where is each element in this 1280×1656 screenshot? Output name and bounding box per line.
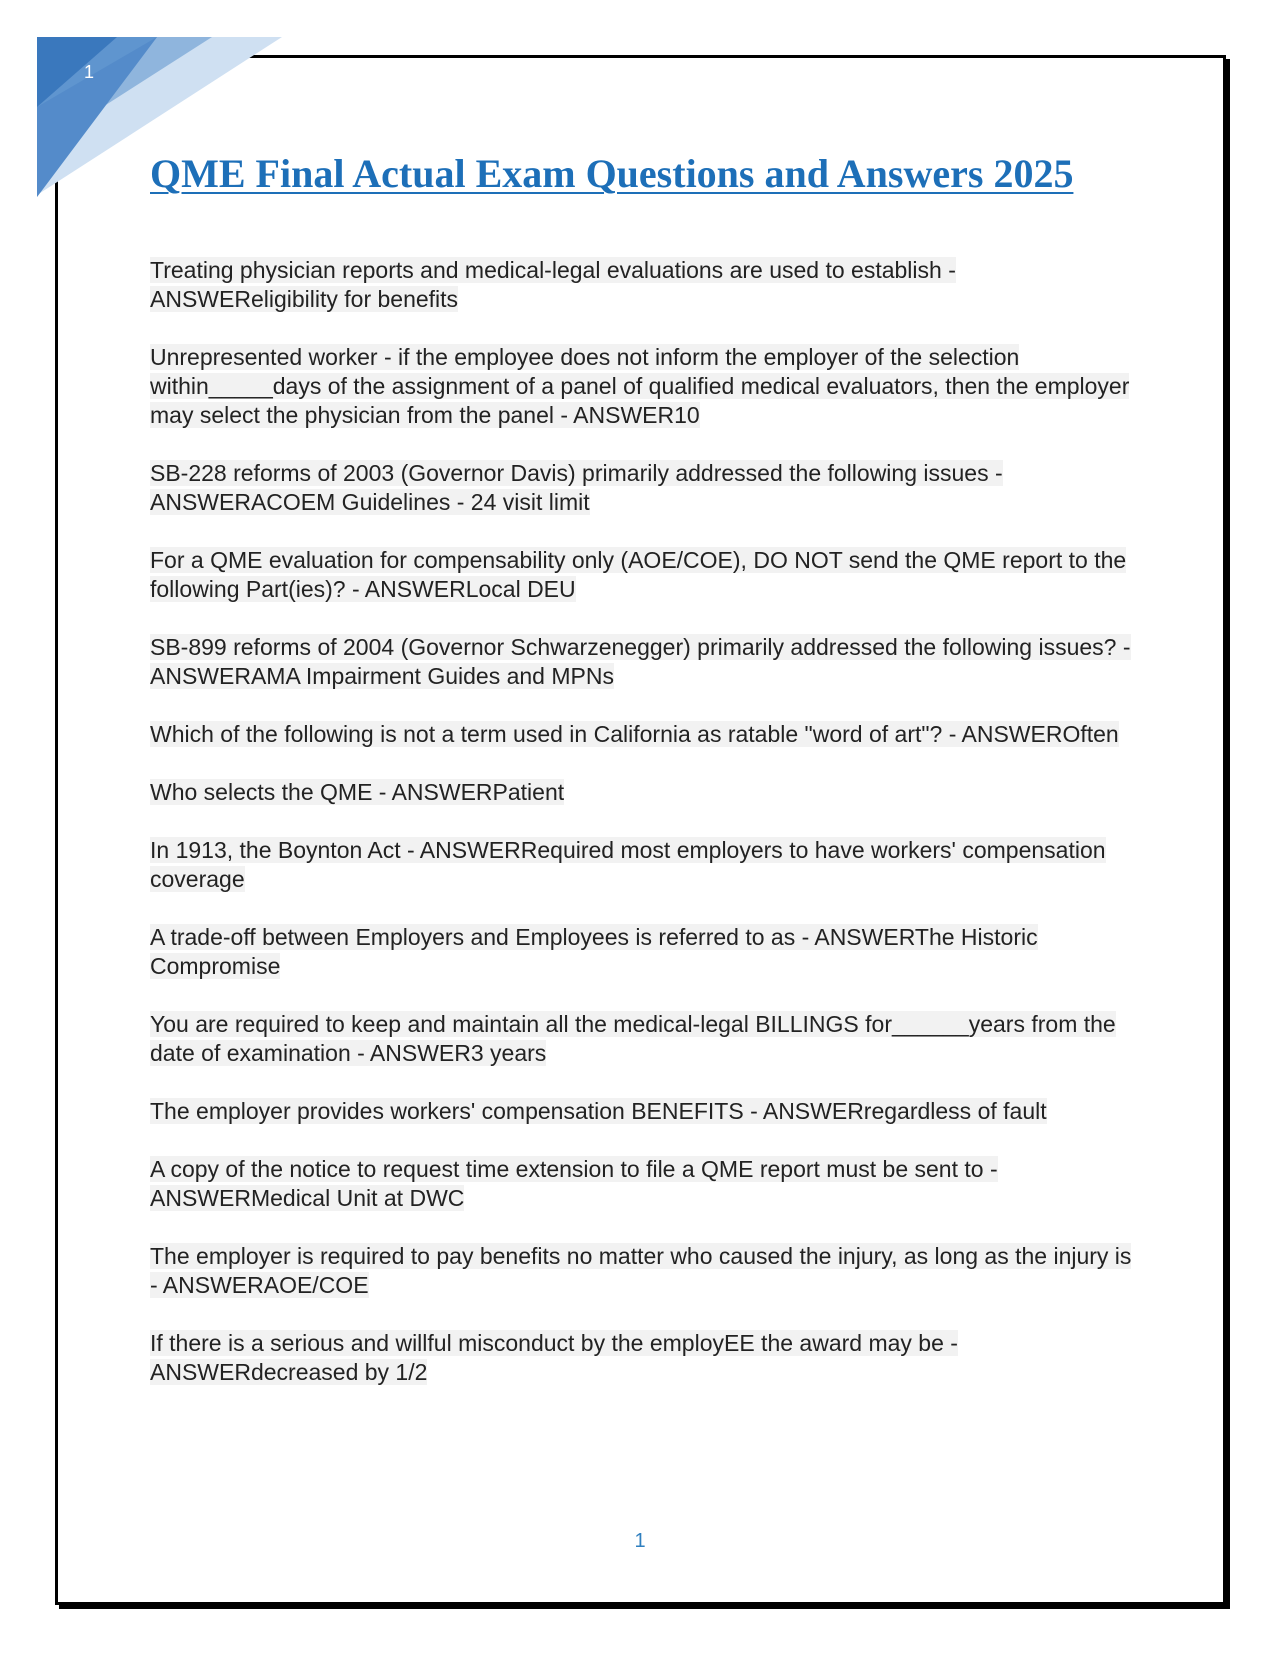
qa-item — [150, 343, 1140, 430]
qa-item — [150, 633, 1140, 691]
qa-item — [150, 459, 1140, 517]
qa-text: For a QME evaluation for compensability only (AOE/COE), DO NOT send the QME report to the following Part(ies)? - ANSWERLocal DEU — [150, 547, 1127, 602]
qa-text: If there is a serious and willful misconduct by the employEE the award may be - ANSWERdecreased by 1/2 — [150, 1330, 958, 1385]
qa-text: You are required to keep and maintain all the medical-legal BILLINGS for______years from the date of examination - ANSWER3 years — [150, 1011, 1116, 1066]
qa-item — [150, 1155, 1140, 1213]
qa-text: A copy of the notice to request time extension to file a QME report must be sent to - ANSWERMedical Unit at DWC — [150, 1156, 998, 1211]
qa-text: Unrepresented worker - if the employee does not inform the employer of the selection within_____days of the assignment of a panel of qualified medical evaluators, then the employer may select the physician from the panel - ANSWER10 — [150, 344, 1130, 428]
qa-item — [150, 1010, 1140, 1068]
qa-text: Who selects the QME - ANSWERPatient — [150, 779, 565, 805]
qa-text: The employer provides workers' compensation BENEFITS - ANSWERregardless of fault — [150, 1098, 1047, 1124]
qa-item — [150, 1329, 1140, 1387]
qa-item — [150, 778, 1140, 807]
corner-page-number: 1 — [84, 62, 95, 82]
qa-list — [150, 256, 1140, 1416]
qa-item — [150, 923, 1140, 981]
qa-text: Treating physician reports and medical-legal evaluations are used to establish - ANSWEReligibility for benefits — [150, 257, 956, 312]
qa-text: A trade-off between Employers and Employees is referred to as - ANSWERThe Historic Compromise — [150, 924, 1038, 979]
qa-item — [150, 546, 1140, 604]
qa-text: The employer is required to pay benefits no matter who caused the injury, as long as the injury is - ANSWERAOE/COE — [150, 1243, 1132, 1298]
qa-item — [150, 720, 1140, 749]
qa-text: SB-228 reforms of 2003 (Governor Davis) primarily addressed the following issues - ANSWERACOEM Guidelines - 24 visit limit — [150, 460, 1003, 515]
qa-item — [150, 1242, 1140, 1300]
qa-item — [150, 1097, 1140, 1126]
qa-text: In 1913, the Boynton Act - ANSWERRequired most employers to have workers' compensation coverage — [150, 837, 1106, 892]
footer-page-number: 1 — [634, 1530, 646, 1552]
qa-text: SB-899 reforms of 2004 (Governor Schwarzenegger) primarily addressed the following issues? - ANSWERAMA Impairment Guides and MPNs — [150, 634, 1131, 689]
qa-text: Which of the following is not a term used in California as ratable "word of art"? - ANSWEROften — [150, 721, 1119, 747]
qa-item — [150, 256, 1140, 314]
document-title: QME Final Actual Exam Questions and Answers 2025 — [150, 151, 1074, 196]
qa-item — [150, 836, 1140, 894]
